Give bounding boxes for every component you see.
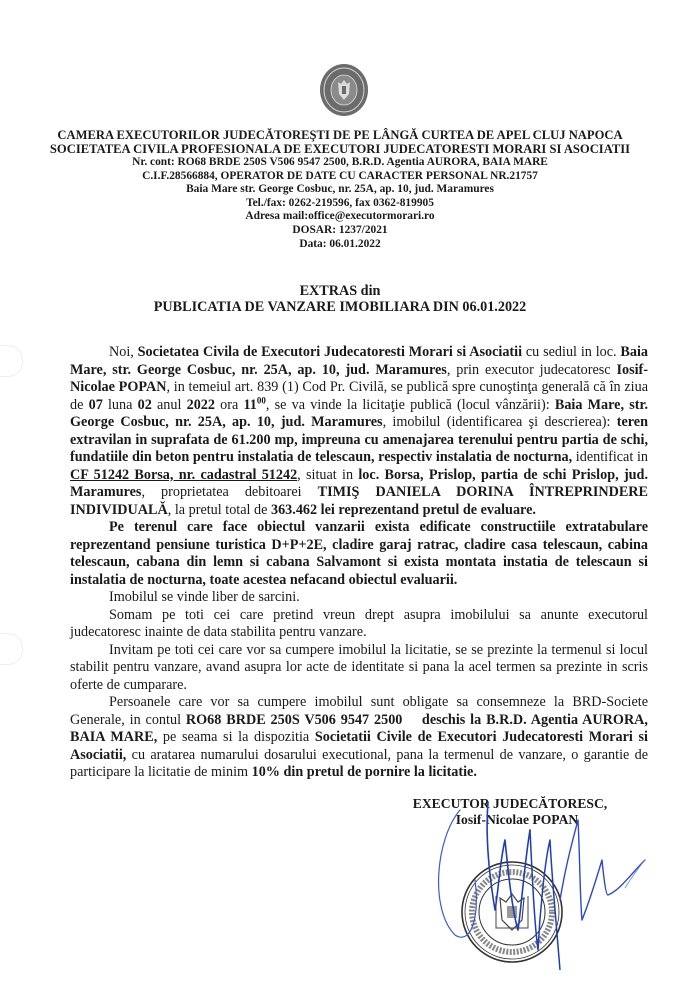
property-description: teren extravilan in suprafata de 61.200 mp, impreuna cu amenajarea terenului pentru partia de schi, fundatiile din beton pentru instalatia de telescaun, respectiv instalatia de nocturna,	[70, 414, 648, 465]
email: Adresa mail:office@executormorari.ro	[245, 210, 435, 223]
debtor-name: TIMIŞ DANIELA DORINA ÎNTREPRINDERE INDIVIDUALĂ	[70, 484, 648, 518]
sale-location: Baia Mare, str. George Cosbuc, nr. 25A, ap. 10, jud. Maramures	[70, 396, 648, 430]
paragraph-announcement: Noi, Societatea Civila de Executori Judecatoresti Morari si Asociatii cu sediul in loc. Baia Mare, str. George Cosbuc, nr. 25A, ap. 10, jud. Maramures, prin executor judecatoresc Iosif-Nicolae POPAN, in temeiul art. 839 (1) Cod Pr. Civilă, se publică spre cunoştinţa generală că în ziua de 07 luna 02 anul 2022 ora $11^{00}$, se va vinde la licitaţie publică (locul vânzării): Baia Mare, str. George Cosbuc, nr. 25A, ap. 10, jud. Maramures, imobilul (identificarea şi descrierea): teren extravilan in suprafata de 61.200 mp, impreuna cu amenajarea terenului pentru partia de schi, fundatiile din beton pentru instalatia de telescaun, respectiv instalatia de nocturna, identificat in CF 51242 Borsa, nr. cadastral 51242, situat in loc. Borsa, Prislop, partia de schi Prislop, jud. Maramures, proprietatea debitoarei TIMIŞ DANIELA DORINA ÎNTREPRINDERE INDIVIDUALĂ, la pretul total de 363.462 lei reprezentand pretul de evaluare.	[70, 344, 649, 518]
handwritten-signature	[430, 800, 670, 970]
punch-hole	[0, 345, 23, 377]
auction-hour: $11^{00}$	[243, 394, 266, 413]
address: Baia Mare str. George Cosbuc, nr. 25A, ap. 10, jud. Maramures	[186, 183, 494, 196]
company-bold: Societatea Civila de Executori Judecatoresti Morari si Asociatii	[137, 344, 523, 360]
paragraph-guarantee: Persoanele care vor sa cumpere imobilul sunt obligate sa consemneze la BRD-Societe Generale, in contul RO68 BRDE 250S V506 9547 2500 deschis la B.R.D. Agentia AURORA, BAIA MARE, pe seama si la dispozitia Societatii Civile de Executori Judecatoresti Morari si Asociatii, cu aratarea numarului dosarului executional, pana la termenul de vanzare, o garantie de participare la licitatie de minim 10% din pretul de pornire la licitatie.	[70, 694, 652, 780]
seat-address: Baia Mare, str. George Cosbuc, nr. 25A, ap. 10, jud. Maramures	[70, 344, 649, 378]
romanian-coat-of-arms-logo	[318, 62, 370, 118]
signer-name: Iosif-Nicolae POPAN	[455, 812, 579, 827]
total-price: 363.462 lei reprezentand pretul de evaluare.	[270, 501, 536, 518]
paragraph-constructions: Pe terenul care face obiectul vanzarii exista edificate constructiile extratabulare reprezentand pensiune turistica D+P+2E, cladire garaj ratrac, cladire casa telescaun, cabina telescaun, cabana din lemn si cabana Salvamont si exista montata instatia de telescaun si instalatia de nocturna, toate acestea nefacand obiectul evaluarii.	[70, 519, 648, 588]
cif-line	[0, 170, 680, 184]
auction-day: 07	[88, 396, 103, 413]
cif-label: C.I.F.	[142, 169, 170, 182]
document-date: Data: 06.01.2022	[299, 237, 381, 250]
auction-month: 02	[137, 396, 152, 413]
file-number: DOSAR: 1237/2021	[292, 223, 388, 236]
paragraph-free-of-charges: Imobilul se vinde liber de sarcini.	[109, 589, 300, 605]
executor-name: Iosif-Nicolae POPAN	[70, 361, 648, 395]
title-line-2: PUBLICATIA DE VANZARE IMOBILIARA DIN 06.01.2022	[153, 299, 527, 315]
title-line-1: EXTRAS din	[299, 283, 381, 299]
cif-value: 28566884, OPERATOR DE DATE CU CARACTER PERSONAL NR.21757	[169, 169, 538, 182]
phone: Tel./fax: 0262-219596, fax 0362-819905	[246, 196, 434, 209]
property-location: loc. Borsa, Prislop, partia de schi Prislop, jud. Maramures	[70, 466, 648, 500]
company-disposition: Societatii Civile de Executori Judecatoresti Morari si Asociatii,	[70, 729, 648, 763]
cadastral-reference: CF 51242 Borsa, nr. cadastral 51242	[70, 466, 298, 483]
paragraph-invitation: Invitam pe toti cei care vor sa cumpere imobilul la licitatie, se se prezinte la termenul si locul stabilit pentru vanzare, avand asupra lor acte de identitate si pana la acel termen sa prezinte in scris oferte de cumparare.	[70, 641, 648, 693]
auction-year: 2022	[186, 396, 215, 413]
signer-title: EXECUTOR JUDECĂTORESC,	[412, 796, 608, 811]
company-name: SOCIETATEA CIVILA PROFESIONALA DE EXECUTORI JUDECATORESTI MORARI SI ASOCIATII	[49, 142, 631, 156]
chamber-name: CAMERA EXECUTORILOR JUDECĂTOREŞTI DE PE LÂNGĂ CURTEA DE APEL CLUJ NAPOCA	[57, 128, 623, 142]
punch-hole	[0, 633, 23, 665]
letterhead	[0, 128, 680, 251]
document-body	[70, 344, 652, 782]
deposit-account: RO68 BRDE 250S V506 9547 2500 deschis la B.R.D. Agentia AURORA, BAIA MARE,	[70, 711, 652, 745]
paragraph-summons: Somam pe toti cei care pretind vreun drept asupra imobilului sa anunte executorul judecatoresc inainte de data stabilita pentru vanzare.	[70, 606, 648, 640]
bank-account: Nr. cont: RO68 BRDE 250S V506 9547 2500, B.R.D. Agentia AURORA, BAIA MARE	[132, 156, 548, 168]
document-title	[0, 283, 680, 315]
guarantee-percent: 10% din pretul de pornire la licitatie.	[251, 764, 477, 780]
